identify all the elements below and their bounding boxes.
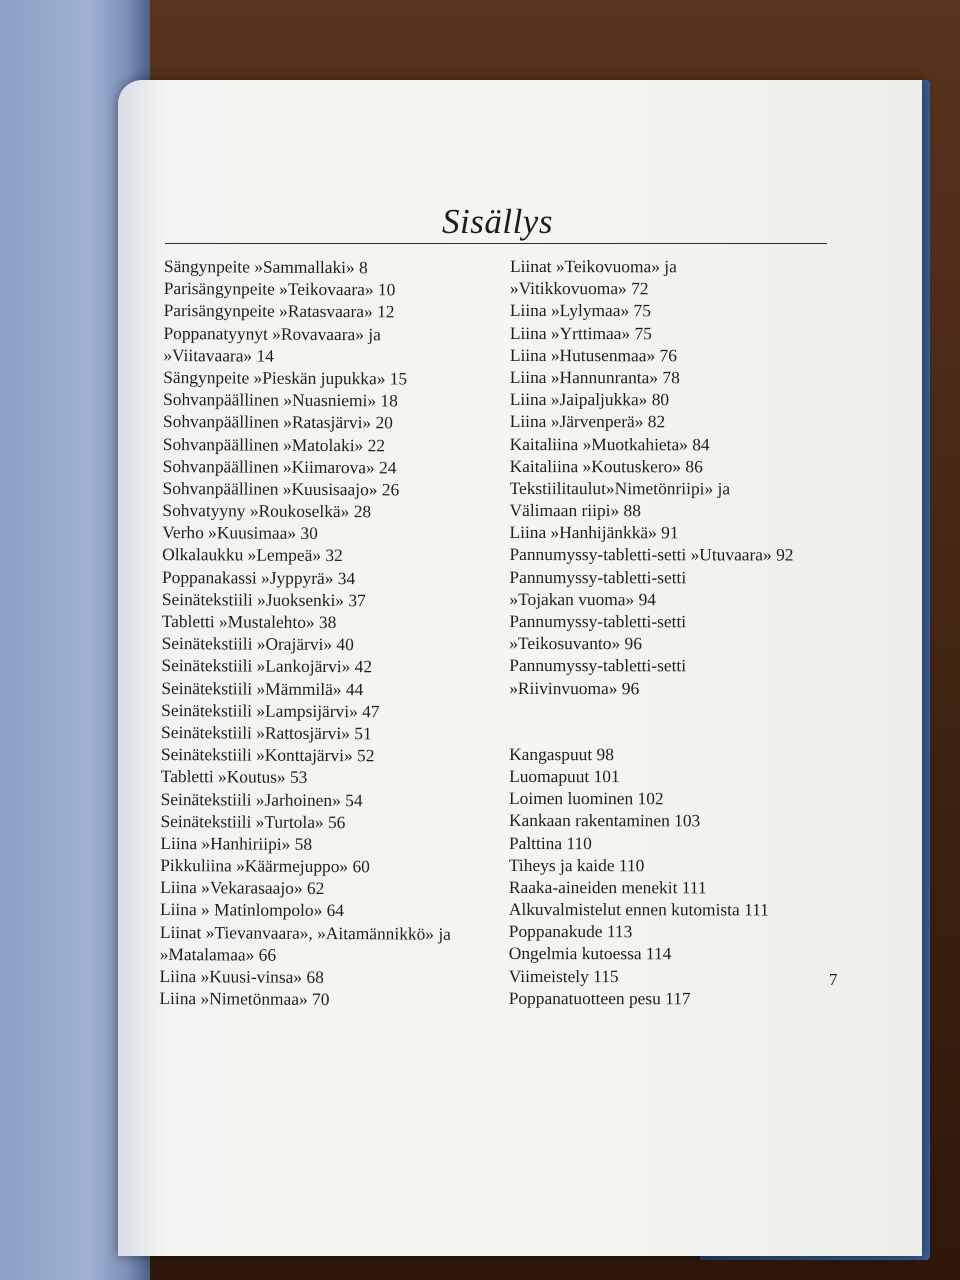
toc-entry: Poppanatyynyt »Rovavaara» ja [163, 322, 381, 344]
toc-entry: Sohvanpäällinen »Matolaki» 22 [162, 433, 386, 455]
toc-entry: Tekstiilitaulut»Nimetönriipi» ja [509, 477, 731, 499]
toc-entry: Parisängynpeite »Ratasvaara» 12 [163, 300, 395, 322]
toc-entry: Pannumyssy-tabletti-setti [509, 566, 687, 587]
toc-entry: Liina »Vekarasaajo» 62 [160, 877, 325, 899]
toc-entry: Poppanakassi »Jyppyrä» 34 [161, 566, 356, 588]
page-number: 7 [829, 970, 838, 989]
toc-entry: Liina »Järvenperä» 82 [509, 411, 666, 432]
toc-entry: Parisängynpeite »Teikovaara» 10 [163, 278, 396, 300]
toc-entry: Liina »Hanhiriipi» 58 [160, 832, 313, 854]
toc-entry: Välimaan riipi» 88 [509, 500, 641, 521]
toc-entry: Liinat »Tievanvaara», »Aitamännikkö» ja [159, 921, 452, 944]
toc-entry: Seinätekstiili »Turtola» 56 [160, 810, 346, 832]
toc-entry: Liina »Hannunranta» 78 [509, 366, 680, 388]
toc-entry: Palttina 110 [508, 832, 592, 853]
toc-entry: Poppanakude 113 [508, 921, 633, 942]
toc-entry: Liina »Yrttimaa» 75 [509, 322, 652, 343]
toc-entry: Seinätekstiili »Rattosjärvi» 51 [161, 721, 372, 744]
page-title: Sisällys [442, 202, 553, 241]
toc-entry: »Riivinvuoma» 96 [509, 677, 640, 698]
section-spacer [509, 699, 839, 744]
toc-entry: Pikkuliina »Käärmejuppo» 60 [160, 855, 370, 877]
toc-entry: Tiheys ja kaide 110 [508, 854, 645, 875]
toc-entry: Seinätekstiili »Juoksenki» 37 [161, 588, 366, 611]
toc-entry: Poppanatuotteen pesu 117 [508, 987, 691, 1009]
toc-entry: Loimen luominen 102 [509, 788, 664, 809]
toc-entry: Seinätekstiili »Orajärvi» 40 [161, 633, 354, 655]
toc-entry: Olkalaukku »Lempeä» 32 [162, 544, 343, 566]
toc-entry: Liina »Nimetönmaa» 70 [159, 988, 330, 1010]
toc-entry: Raaka-aineiden menekit 111 [508, 876, 707, 898]
toc-entry: Liina »Kuusi-vinsa» 68 [159, 965, 324, 987]
toc-entry: Sohvanpäällinen »Kuusisaajo» 26 [162, 477, 400, 500]
toc-right-column [509, 255, 840, 1010]
toc-entry: Liina »Hutusenmaa» 76 [509, 344, 677, 366]
toc-entry: Sohvatyyny »Roukoselkä» 28 [162, 500, 372, 522]
title-divider [165, 243, 827, 244]
toc-entry: Liina »Hanhijänkkä» 91 [509, 522, 679, 543]
toc-entry: Alkuvalmistelut ennen kutomista 111 [508, 899, 769, 920]
toc-entry: Liina »Jaipaljukka» 80 [509, 389, 670, 410]
toc-entry: Tabletti »Mustalehto» 38 [161, 610, 337, 633]
toc-entry: Seinätekstiili »Mämmilä» 44 [161, 677, 364, 699]
toc-entry: Kangaspuut 98 [509, 743, 614, 764]
toc-entry: Kaitaliina »Koutuskero» 86 [509, 455, 703, 477]
toc-entry: Sohvanpäällinen »Kiimarova» 24 [162, 455, 397, 478]
toc-entry: Sängynpeite »Pieskän jupukka» 15 [163, 366, 408, 389]
toc-entry: Seinätekstiili »Lampsijärvi» 47 [161, 699, 380, 722]
toc-entry: Ongelmia kutoessa 114 [508, 943, 672, 964]
toc-entry: »Tojakan vuoma» 94 [509, 588, 656, 610]
toc-entry: Verho »Kuusimaa» 30 [162, 522, 318, 544]
toc-entry: »Matalamaa» 66 [159, 943, 277, 965]
toc-entry: Sohvanpäällinen »Nuasniemi» 18 [163, 389, 398, 411]
toc-entry: Kankaan rakentaminen 103 [508, 810, 701, 831]
toc-entry: Seinätekstiili »Jarhoinen» 54 [160, 788, 363, 810]
toc-entry: Kaitaliina »Muotkahieta» 84 [509, 433, 710, 454]
toc-entry: Liina » Matinlompolo» 64 [159, 899, 345, 921]
toc-entry: Liinat »Teikovuoma» ja [509, 256, 677, 277]
toc-entry: Sängynpeite »Sammallaki» 8 [163, 255, 368, 278]
toc-left-column [159, 255, 504, 1011]
toc-entry: »Teikosuvanto» 96 [509, 633, 642, 654]
toc-entry: »Vitikkovuoma» 72 [509, 278, 649, 299]
toc-entry: Luomapuut 101 [509, 765, 620, 787]
toc-entry: Liina »Lylymaa» 75 [509, 300, 651, 321]
toc-entry: Pannumyssy-tabletti-setti [509, 655, 687, 676]
toc-entry: Seinätekstiili »Konttajärvi» 52 [160, 744, 375, 766]
toc-entry: »Viitavaara» 14 [163, 344, 274, 366]
toc-entry: Pannumyssy-tabletti-setti »Utuvaara» 92 [509, 544, 794, 565]
toc-entry: Seinätekstiili »Lankojärvi» 42 [161, 655, 373, 677]
toc-entry: Tabletti »Koutus» 53 [160, 766, 308, 788]
toc-entry: Sohvanpäällinen »Ratasjärvi» 20 [162, 411, 393, 433]
toc-entry: Viimeistely 115 [508, 965, 619, 986]
toc-entry: Pannumyssy-tabletti-setti [509, 610, 687, 632]
